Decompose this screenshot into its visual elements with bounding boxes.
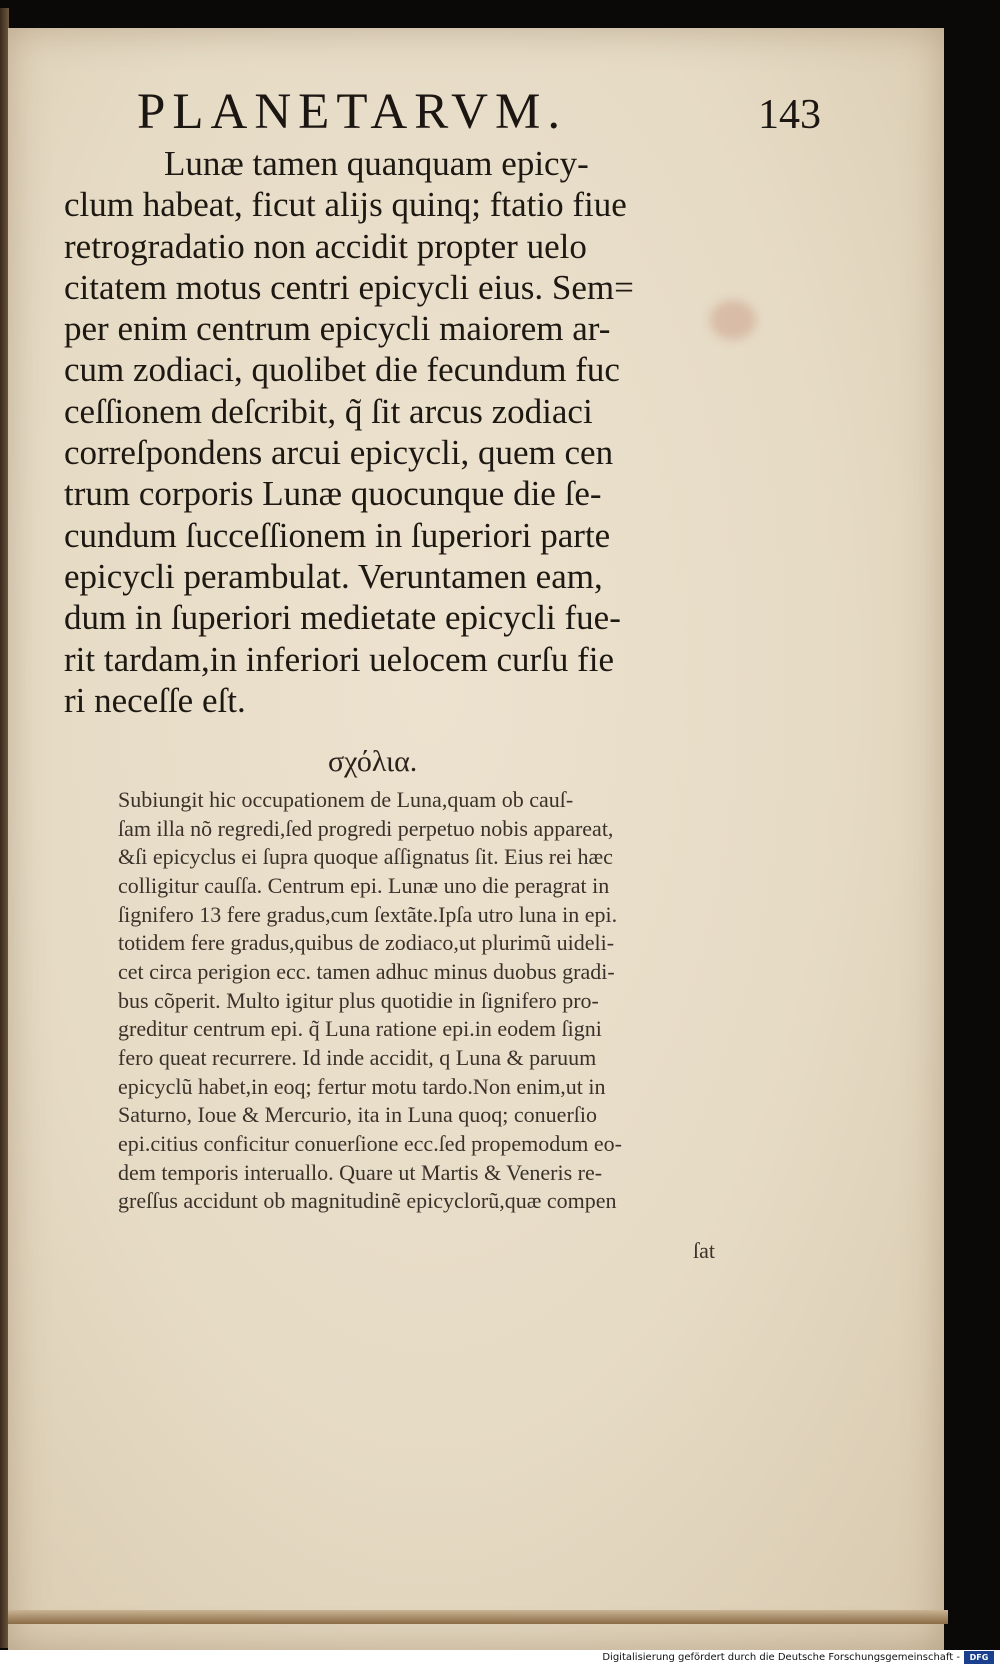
scholia-line: epicyclũ habet,in eoq; fertur motu tardo.Non enim,ut in — [118, 1073, 606, 1099]
main-text-line: ri neceſſe eſt. — [64, 680, 246, 720]
scholia-line: fero queat recurrere. Id inde accidit, q Luna & paruum — [118, 1044, 597, 1070]
scholia-line: Subiungit hic occupationem de Luna,quam ob cauſ- — [118, 787, 574, 812]
page-number: 143 — [758, 92, 821, 138]
scholia-line: greſſus accidunt ob magnitudinẽ epicyclorũ,quæ compen — [118, 1188, 617, 1214]
main-text-line: clum habeat, ficut alijs quinq; ftatio fiue — [64, 185, 627, 225]
scholia-line: colligitur cauſſa. Centrum epi. Lunæ uno die peragrat in — [118, 872, 610, 898]
scholia-line: &ſi epicyclus ei ſupra quoque aſſignatus ſit. Eius rei hæc — [118, 844, 613, 870]
catchword: ſat — [693, 1238, 715, 1263]
footer-credit-text: Digitalisierung gefördert durch die Deutsche Forschungsgemeinschaft - — [602, 1652, 960, 1663]
main-text-line: epicycli perambulat. Veruntamen eam, — [64, 556, 603, 596]
main-text-line: ceſſionem deſcribit, q̃ ſit arcus zodiaci — [64, 391, 593, 431]
footer-bar — [0, 1650, 1000, 1666]
page-bottom-edge — [8, 1610, 948, 1624]
main-text-line: rit tardam,in inferiori uelocem curſu fie — [64, 639, 615, 679]
scholia-line: cet circa perigion ecc. tamen adhuc minus duobus gradi- — [118, 958, 615, 984]
main-text-line: correſpondens arcui epicycli, quem cen — [64, 433, 614, 473]
main-text-line: dum in ſuperiori medietate epicycli fue- — [64, 598, 621, 638]
main-text-line: citatem motus centri epicycli eius. Sem= — [64, 267, 634, 307]
scholia-line: epi.citius conficitur conuerſione ecc.ſed propemodum eo- — [118, 1130, 622, 1156]
scholia-line: ſignifero 13 fere gradus,cum ſextãte.Ipſa utro luna in epi. — [118, 901, 618, 927]
main-text-line: cum zodiaci, quolibet die fecundum fuc — [64, 350, 620, 390]
scholia-heading: σχόλια. — [328, 745, 418, 778]
scholia-line: ſam illa nõ regredi,ſed progredi perpetuo nobis appareat, — [118, 815, 614, 841]
scholia-line: Saturno, Ioue & Mercurio, ita in Luna quoq; conuerſio — [118, 1102, 597, 1128]
scholia-text-block — [118, 786, 738, 1216]
scholia-line: greditur centrum epi. q̃ Luna ratione epi.in eodem ſigni — [118, 1016, 602, 1042]
scholia-line: bus cõperit. Multo igitur plus quotidie in ſignifero pro- — [118, 987, 599, 1013]
scholia-line: dem temporis interuallo. Quare ut Martis & Veneris re- — [118, 1159, 603, 1185]
dfg-logo[interactable]: DFG — [964, 1651, 994, 1664]
scholia-line: totidem fere gradus,quibus de zodiaco,ut plurimũ uideli- — [118, 930, 615, 956]
main-text-line: trum corporis Lunæ quocunque die ſe- — [64, 474, 602, 514]
main-text-line: retrogradatio non accidit propter uelo — [64, 226, 587, 266]
main-text-line: Lunæ tamen quanquam epicy- — [164, 144, 589, 183]
main-text-line: per enim centrum epicycli maiorem ar- — [64, 309, 611, 349]
running-head-title: PLANETARVM. — [137, 84, 568, 140]
main-text-line: cundum ſucceſſionem in ſuperiori parte — [64, 515, 611, 555]
main-text-block — [64, 143, 744, 721]
